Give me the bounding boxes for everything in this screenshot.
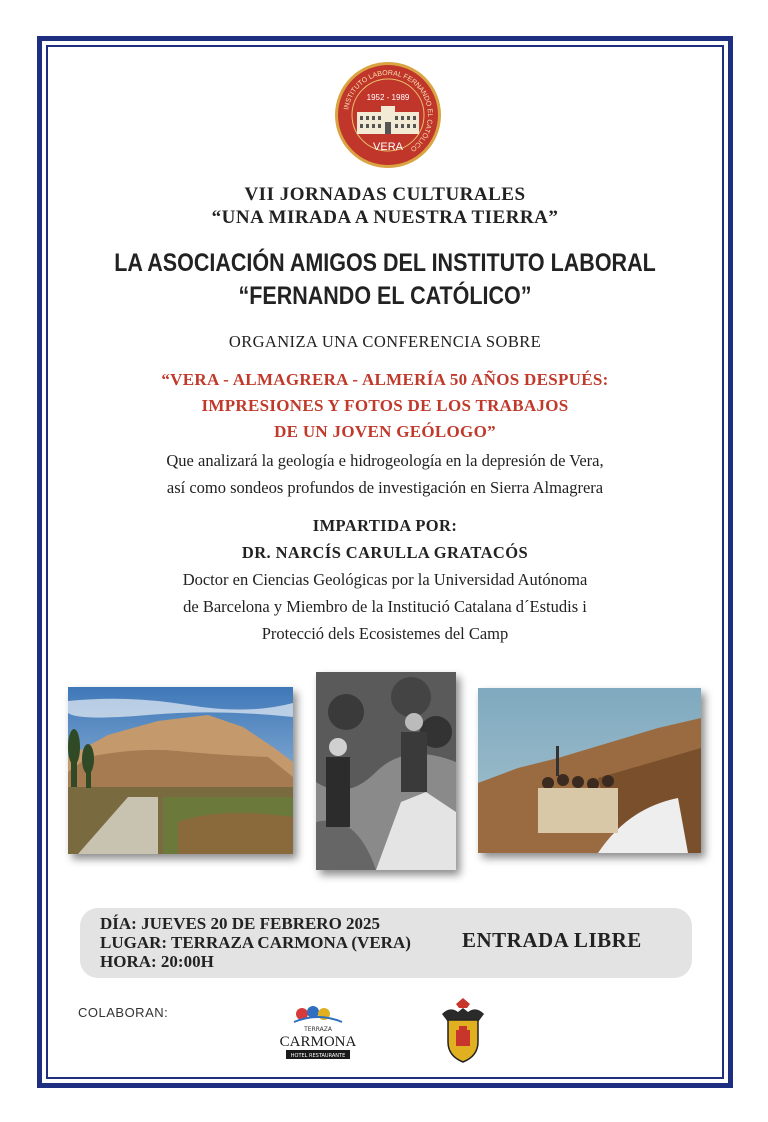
- association-institute: “FERNANDO EL CATÓLICO”: [238, 282, 532, 310]
- event-time: HORA: 20:00H: [100, 952, 214, 971]
- geologists-bw-photo: [316, 672, 456, 870]
- conference-desc-line1: Que analizará la geología e hidrogeología en la depresión de Vera,: [166, 451, 604, 470]
- event-series-title: VII JORNADAS CULTURALES: [244, 184, 526, 205]
- collaborators-label: COLABORAN:: [78, 1005, 169, 1020]
- speaker-bio-line1: Doctor en Ciencias Geológicas por la Universidad Autónoma: [182, 570, 588, 589]
- speaker-label: IMPARTIDA POR:: [312, 516, 458, 535]
- conference-title-line3: DE UN JOVEN GEÓLOGO”: [274, 422, 496, 441]
- event-date: DÍA: JUEVES 20 DE FEBRERO 2025: [100, 914, 381, 933]
- conference-title-line1: “VERA - ALMAGRERA - ALMERÍA 50 AÑOS DESPUÉS:: [161, 370, 609, 389]
- sponsor-subtitle: HOTEL RESTAURANTE: [290, 1053, 346, 1059]
- logo-ring-text: INSTITUTO LABORAL FERNANDO EL CATÓLICO: [343, 69, 434, 153]
- event-place: LUGAR: TERRAZA CARMONA (VERA): [100, 933, 411, 952]
- excavation-photo: [478, 688, 701, 853]
- conference-title-line2: IMPRESIONES Y FOTOS DE LOS TRABAJOS: [201, 396, 569, 415]
- institute-logo: [333, 60, 443, 170]
- conference-intro: ORGANIZA UNA CONFERENCIA SOBRE: [228, 332, 542, 351]
- speaker-bio-line2: de Barcelona y Miembro de la Institució Catalana d´Estudis i: [183, 597, 587, 616]
- coat-of-arms-icon: [438, 996, 488, 1066]
- sponsor-small-text: TERRAZA: [304, 1026, 332, 1033]
- landscape-photo: [68, 687, 293, 854]
- logo-years: 1952 - 1989: [366, 93, 410, 102]
- event-series-subtitle: “UNA MIRADA A NUESTRA TIERRA”: [211, 207, 559, 228]
- conference-desc-line2: así como sondeos profundos de investigación en Sierra Almagrera: [166, 478, 604, 497]
- free-entry: ENTRADA LIBRE: [462, 928, 642, 952]
- logo-place: VERA: [373, 141, 403, 153]
- speaker-bio-line3: Protecció dels Ecosistemes del Camp: [261, 624, 509, 643]
- terraza-carmona-logo: [280, 1000, 356, 1062]
- event-details: [100, 914, 411, 971]
- association-name: LA ASOCIACIÓN AMIGOS DEL INSTITUTO LABORAL: [114, 249, 656, 277]
- sponsor-name: CARMONA: [280, 1034, 356, 1050]
- speaker-name: DR. NARCÍS CARULLA GRATACÓS: [241, 543, 529, 562]
